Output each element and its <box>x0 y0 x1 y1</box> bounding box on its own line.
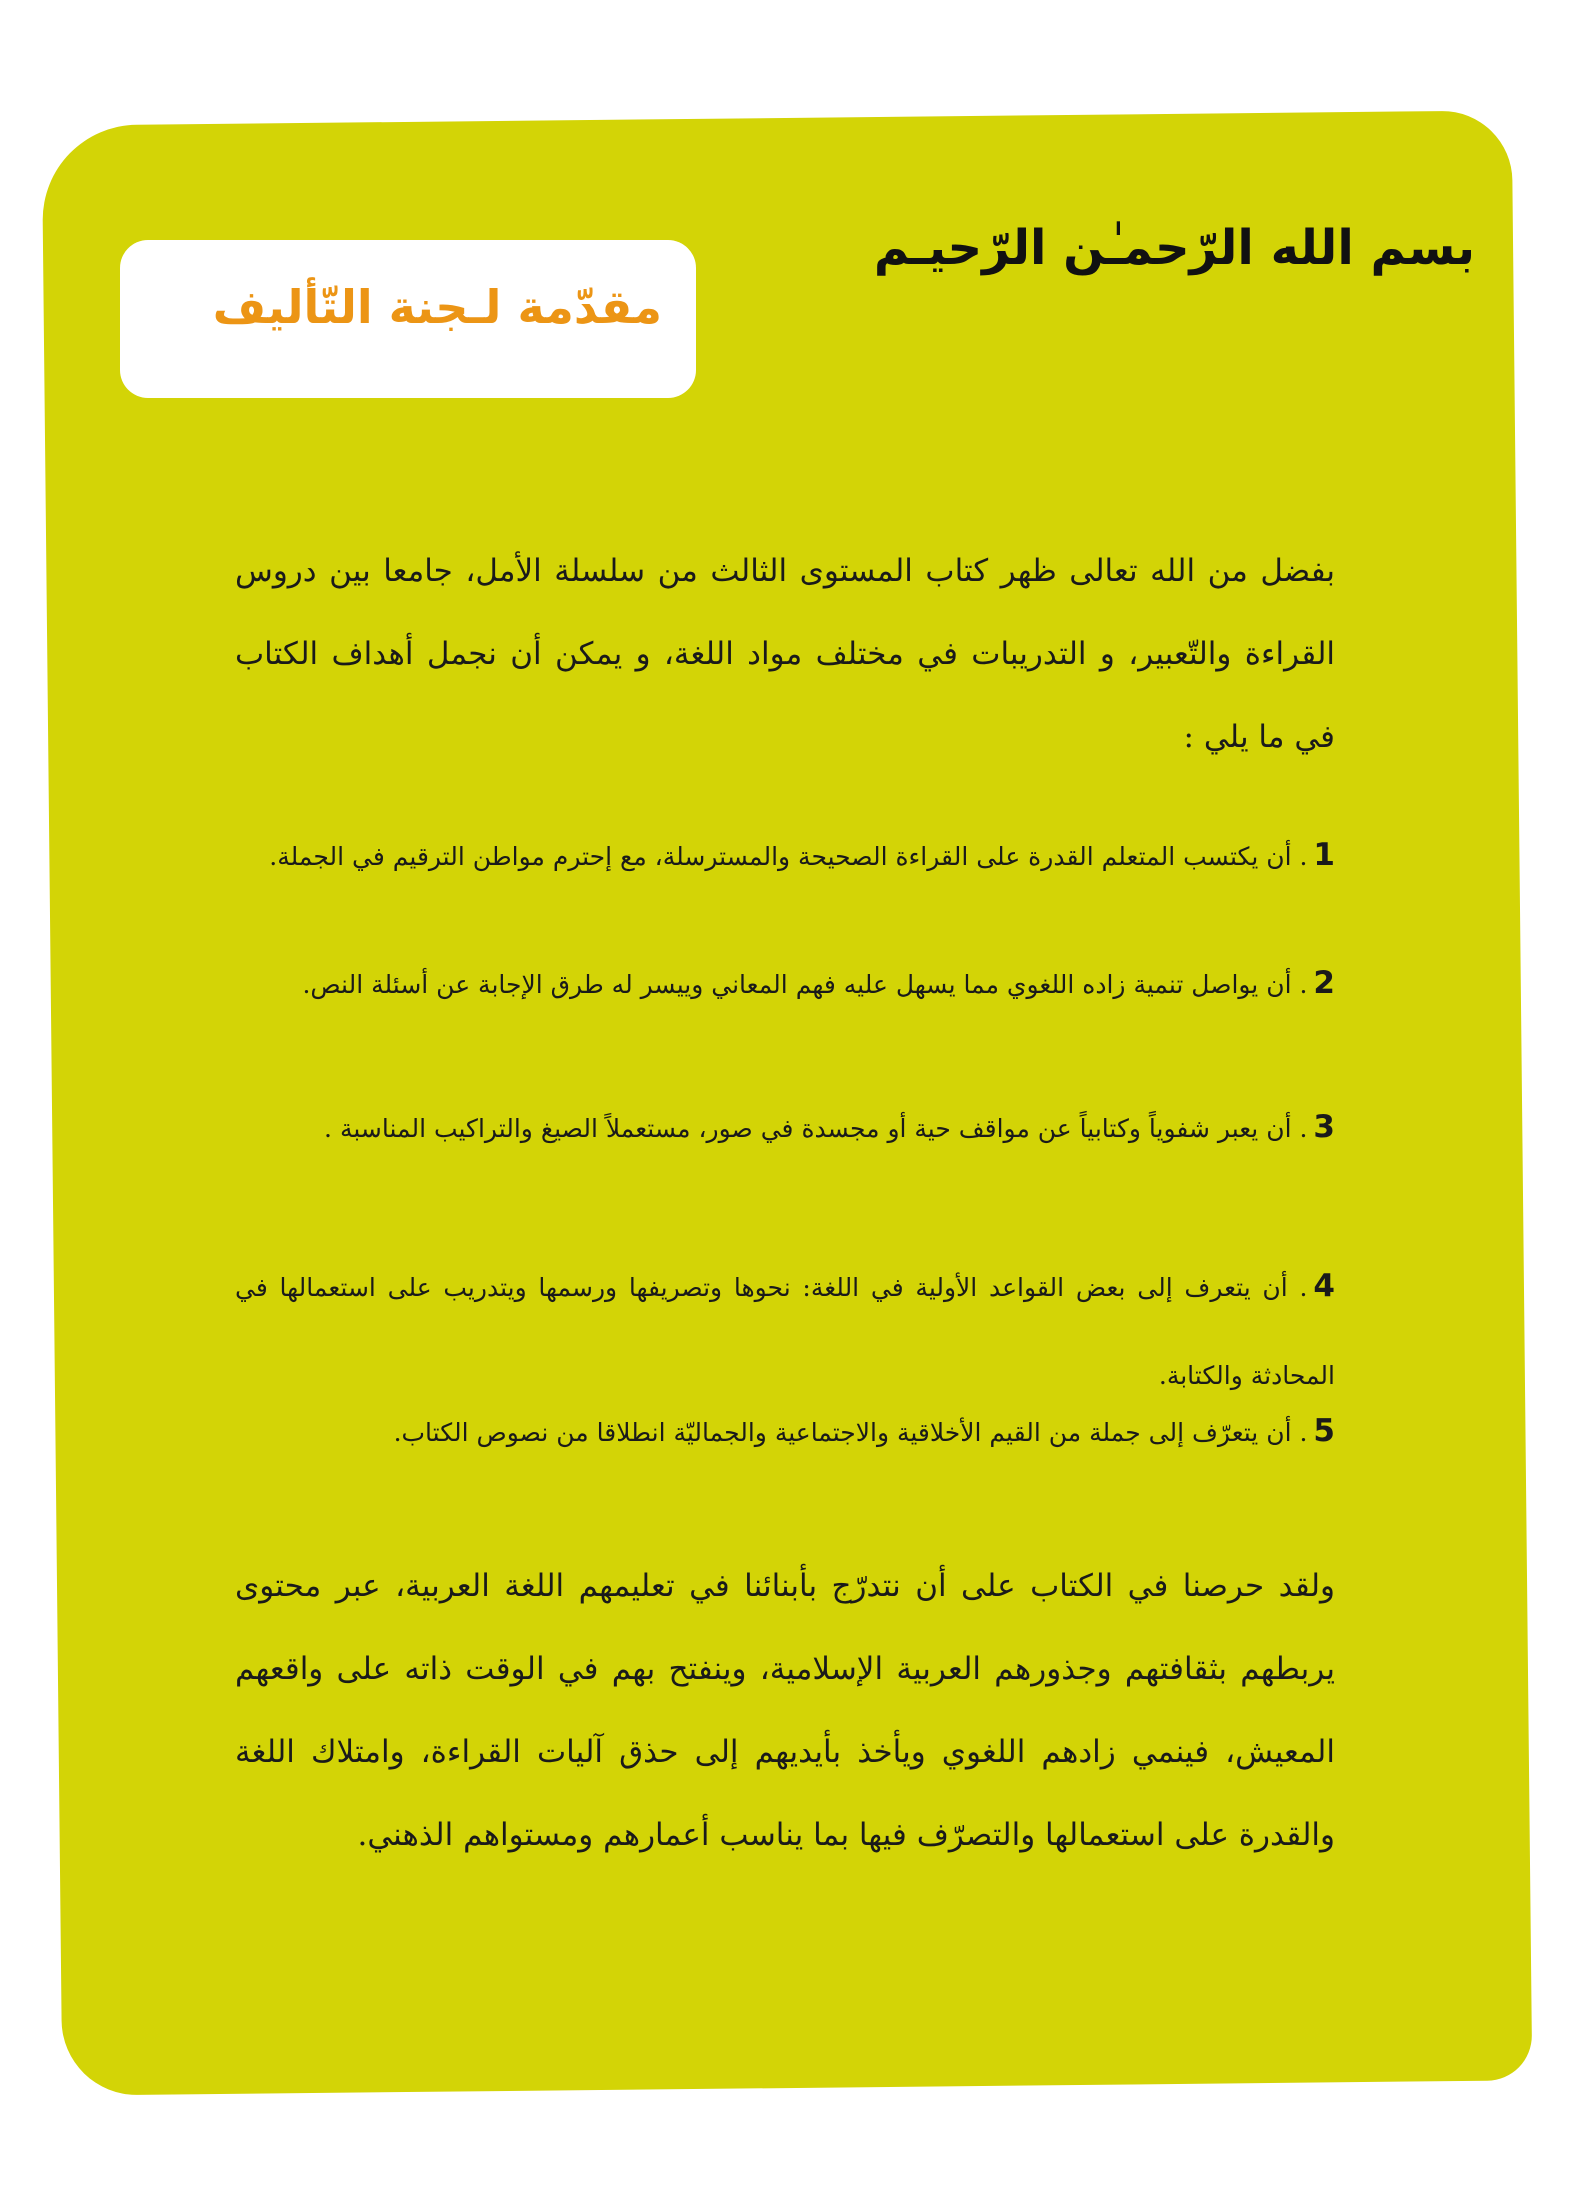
goal-number: 1 <box>1313 837 1335 873</box>
goal-item <box>235 1083 1335 1173</box>
goal-text: . أن يتعرف إلى بعض القواعد الأولية في اللغة: نحوها وتصريفها ورسمها ويتدريب على استعمالها في المحادثة والكتابة. <box>235 1273 1335 1390</box>
goal-item <box>235 956 1335 1012</box>
basmala-heading: بسم الله الرّحمـٰن الرّحيـم <box>873 220 1475 276</box>
goal-item <box>235 828 1335 884</box>
goal-number: 3 <box>1313 1109 1335 1145</box>
goal-text: . أن يواصل تنمية زاده اللغوي مما يسهل عليه فهم المعاني وييسر له طرق الإجابة عن أسئلة النص. <box>302 970 1308 999</box>
intro-paragraph: بفضل من الله تعالى ظهر كتاب المستوى الثالث من سلسلة الأمل، جامعا بين دروس القراءة والتّعبير، و التدريبات في مختلف مواد اللغة، و يمكن أن نجمل أهداف الكتاب في ما يلي : <box>235 553 1336 755</box>
goal-number: 2 <box>1313 965 1335 1001</box>
goal-item <box>235 1403 1335 1461</box>
goal-text: . أن يعبر شفوياً وكتابياً عن مواقف حية أو مجسدة في صور، مستعملاً الصيغ والتراكيب المناسبة . <box>324 1114 1308 1143</box>
closing-paragraph: ولقد حرصنا في الكتاب على أن نتدرّج بأبنائنا في تعليمهم اللغة العربية، عبر محتوى يربطهم بثقافتهم وجذورهم العربية الإسلامية، وينفتح بهم في الوقت ذاته على واقعهم المعيش، فينمي زادهم اللغوي ويأخذ بأيديهم إلى حذق آليات القراءة، وامتلاك اللغة والقدرة على استعمالها والتصرّف فيها بما يناسب أعمارهم ومستواهم الذهني. <box>235 1568 1335 1853</box>
goal-number: 5 <box>1313 1413 1335 1449</box>
title-box <box>120 240 696 398</box>
goal-text: . أن يكتسب المتعلم القدرة على القراءة الصحيحة والمسترسلة، مع إحترم مواطن الترقيم في الجملة. <box>269 842 1308 871</box>
goal-number: 4 <box>1313 1268 1335 1304</box>
goal-item <box>235 1242 1335 1420</box>
page-title: مقدّمة لـجنة التّأليف <box>212 280 662 334</box>
goal-text: . أن يتعرّف إلى جملة من القيم الأخلاقية والاجتماعية والجماليّة انطلاقا من نصوص الكتاب. <box>393 1418 1308 1447</box>
